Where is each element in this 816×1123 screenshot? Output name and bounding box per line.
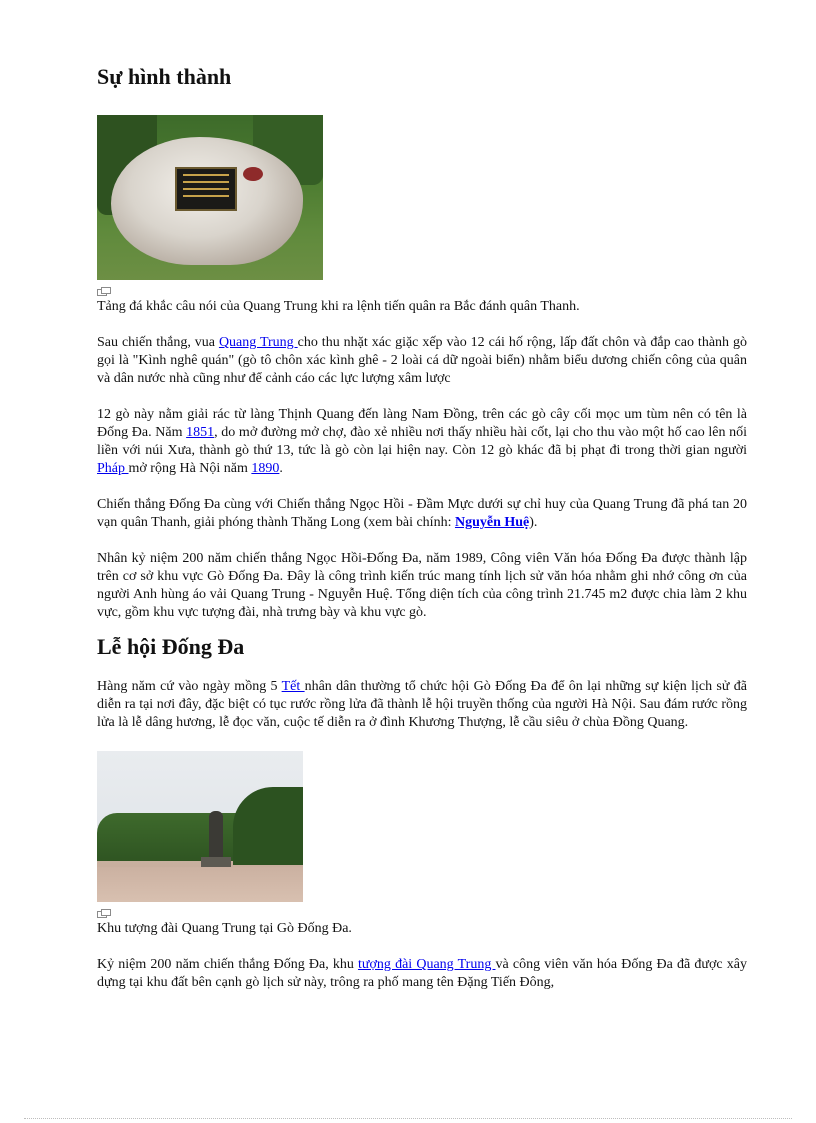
link-nguyen-hue[interactable]: Nguyễn Huệ xyxy=(454,515,530,530)
link-1851[interactable]: 1851 xyxy=(186,425,215,440)
link-tuong-dai-quang-trung[interactable]: tượng đài Quang Trung xyxy=(358,957,496,972)
image-flowers xyxy=(243,167,263,181)
paragraph: Sau chiến thắng, vua Quang Trung cho thu nhặt xác giặc xếp vào 12 cái hố rộng, lấp đất chôn và đắp cao thành gò gọi là "Kình nghê quán" (gò tô chôn xác kình ghê - 2 loài cá dữ ngoài biển) nhằm biểu dương chiến công của quân và dân nước nhà cũng như để cảnh cáo các lực lượng xâm lược xyxy=(97,335,747,386)
heading-le-hoi-dong-da: Lễ hội Đống Đa xyxy=(97,634,245,659)
paragraph: Hàng năm cứ vào ngày mồng 5 Tết nhân dân thường tổ chức hội Gò Đống Đa để ôn lại những sự kiện lịch sử đã diễn ra tại nơi đây, đặc biệt có tục rước rồng lửa đã thành lễ hội truyền thống của người Hà Nội. Sau đám rước rồng lửa là lễ dâng hương, lễ đọc văn, cuộc tế diễn ra ở đình Khương Thượng, lễ cầu siêu ở chùa Đồng Quang. xyxy=(97,679,748,730)
document-page xyxy=(97,62,747,992)
image-trees-right xyxy=(233,787,303,865)
image-caption: Tảng đá khắc câu nói của Quang Trung khi ra lệnh tiến quân ra Bắc đánh quân Thanh. xyxy=(97,299,580,314)
link-phap[interactable]: Pháp xyxy=(97,461,129,476)
image-enlarge-icon[interactable] xyxy=(97,287,110,296)
image-statue xyxy=(209,811,223,863)
link-tet[interactable]: Tết xyxy=(281,679,305,694)
link-1890[interactable]: 1890 xyxy=(251,461,280,476)
image-enlarge-icon[interactable] xyxy=(97,909,110,918)
page-bottom-divider xyxy=(24,1118,792,1119)
paragraph: Kỷ niệm 200 năm chiến thắng Đống Đa, khu tượng đài Quang Trung và công viên văn hóa Đống Đa đã được xây dựng tại khu đất bên cạnh gò lịch sử này, trông ra phố mang tên Đặng Tiến Đông, xyxy=(97,957,747,990)
paragraph: Chiến thắng Đống Đa cùng với Chiến thắng Ngọc Hồi - Đầm Mực dưới sự chỉ huy của Quang Trung đã phá tan 20 vạn quân Thanh, giải phóng thành Thăng Long (xem bài chính: Nguyễn Huệ). xyxy=(97,497,747,530)
paragraph: 12 gò này nằm giải rác từ làng Thịnh Quang đến làng Nam Đồng, trên các gò cây cối mọc um tùm nên có tên là Đống Đa. Năm 1851, do mở đường mở chợ, đào xẻ nhiều nơi thấy nhiều hài cốt, lại cho thu vào một hố cao lên nối liền với núi Xưa, thành gò thứ 13, tức là gò còn lại hiện nay. Còn 12 gò khác đã bị phạt đi trong thời gian người Pháp mở rộng Hà Nội năm 1890. xyxy=(97,407,747,476)
paragraph: Nhân kỷ niệm 200 năm chiến thắng Ngọc Hồi-Đống Đa, năm 1989, Công viên Văn hóa Đống Đa được thành lập trên cơ sở khu vực Gò Đống Đa. Đây là công trình kiến trúc mang tính lịch sử văn hóa nhằm ghi nhớ công ơn của người Anh hùng áo vải Quang Trung - Nguyễn Huệ. Tổng diện tích của công trình 21.745 m2 được chia làm 2 khu vực, gồm khu vực tượng đài, nhà trưng bày và khu vực gò. xyxy=(97,551,747,620)
heading-su-hinh-thanh: Sự hình thành xyxy=(97,64,232,89)
image-plaque xyxy=(175,167,237,211)
statue-park-image xyxy=(97,751,303,902)
link-quang-trung[interactable]: Quang Trung xyxy=(218,335,298,350)
rock-monument-image xyxy=(97,115,323,280)
image-plaza xyxy=(97,867,303,902)
image-caption: Khu tượng đài Quang Trung tại Gò Đống Đa. xyxy=(97,921,352,936)
